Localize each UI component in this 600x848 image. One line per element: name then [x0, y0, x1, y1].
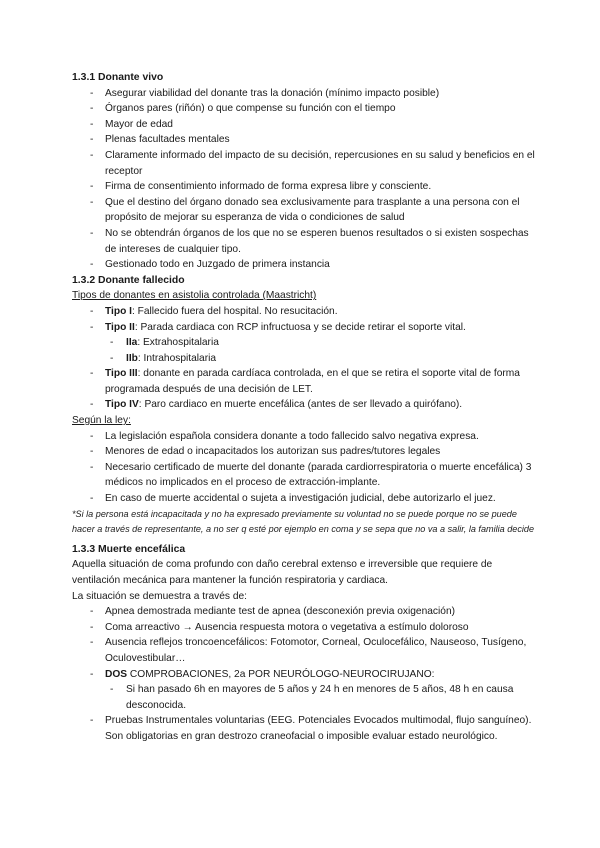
subtype-label: IIa: [126, 337, 138, 349]
muerte-encefalica-list: [72, 604, 542, 744]
document-page: [72, 70, 542, 745]
type-text: : Paro cardiaco en muerte encefálica (antes de ser llevado a quirófano).: [138, 399, 463, 411]
list-item-tipo-ii: [72, 320, 542, 367]
dos-text: COMPROBACIONES, 2a POR NEURÓLOGO-NEUROCIRUJANO:: [127, 668, 435, 680]
subheading-maastricht: Tipos de donantes en asistolia controlada (Maastricht): [72, 290, 317, 302]
list-item: - En caso de muerte accidental o sujeta a investigación judicial, debe autorizarlo el juez.: [72, 491, 542, 507]
list-item: - Apnea demostrada mediante test de apnea (desconexión previa oxigenación): [72, 604, 542, 620]
list-item: - Que el destino del órgano donado sea exclusivamente para trasplante a una persona con el propósito de mejorar su esperanza de vida o condiciones de salud: [72, 195, 542, 226]
section-heading-donante-vivo: 1.3.1 Donante vivo: [72, 72, 164, 83]
tipo-ii-subtypes: [72, 335, 542, 366]
maastricht-types-list: [72, 304, 542, 413]
list-item-tipo-iii: [72, 366, 542, 397]
type-label: Tipo IV: [105, 399, 139, 411]
list-item-iia: [72, 335, 542, 351]
list-item: - Gestionado todo en Juzgado de primera instancia: [72, 257, 542, 273]
list-item: - Si han pasado 6h en mayores de 5 años y 24 h en menores de 5 años, 48 h en causa desconocida.: [72, 682, 542, 713]
intro-paragraph: Aquella situación de coma profundo con daño cerebral extenso e irreversible que requiere de ventilación mecánica para mantener la función respiratoria y cardiaca.: [72, 559, 493, 586]
list-item: - La legislación española considera donante a todo fallecido salvo negativa expresa.: [72, 429, 542, 445]
donante-vivo-list: [72, 86, 542, 273]
list-item: - Mayor de edad: [72, 117, 542, 133]
type-label: Tipo II: [105, 321, 135, 333]
dos-label: DOS: [105, 668, 128, 680]
type-label: Tipo III: [105, 368, 138, 380]
list-item: - Coma arreactivo → Ausencia respuesta motora o vegetativa a estímulo doloroso: [72, 620, 542, 636]
list-item: - Asegurar viabilidad del donante tras la donación (mínimo impacto posible): [72, 86, 542, 102]
intro-paragraph-2: La situación se demuestra a través de:: [72, 590, 247, 602]
italic-note: *Si la persona está incapacitada y no ha expresado previamente su voluntad no se puede porque no se puede hacer a través de representante, a no ser q esté por ejemplo en coma y se sepa que no va a salir, la familia decide: [72, 508, 535, 535]
list-item-tipo-i: [72, 304, 542, 320]
list-item: - Órganos pares (riñón) o que compense su función con el tiempo: [72, 101, 542, 117]
list-item: - No se obtendrán órganos de los que no se esperen buenos resultados o si existen sospechas de intereses de cualquier tipo.: [72, 226, 542, 257]
list-item: - Menores de edad o incapacitados los autorizan sus padres/tutores legales: [72, 444, 542, 460]
subtype-label: IIb: [126, 352, 138, 364]
dos-sublist: [72, 682, 542, 713]
type-text: : Fallecido fuera del hospital. No resucitación.: [131, 305, 338, 317]
list-item: - Ausencia reflejos troncoencefálicos: Fotomotor, Corneal, Oculocefálico, Nauseoso, Tusígeno, Oculovestibular…: [72, 635, 542, 666]
list-item-tipo-iv: [72, 397, 542, 413]
list-item-dos-comprobaciones: [72, 667, 542, 714]
list-item: - Pruebas Instrumentales voluntarias (EEG. Potenciales Evocados multimodal, flujo sanguíneo). Son obligatorias en gran destrozo craneofacial o imposible evaluar estado neurológico.: [72, 713, 542, 744]
type-label: Tipo I: [105, 305, 132, 317]
list-item: - Claramente informado del impacto de su decisión, repercusiones en su salud y beneficios en el receptor: [72, 148, 542, 179]
list-item: - Plenas facultades mentales: [72, 132, 542, 148]
list-item: - Necesario certificado de muerte del donante (parada cardiorrespiratoria o muerte encefálica) 3 médicos no implicados en el proceso de extracción-implante.: [72, 460, 542, 491]
list-item-iib: [72, 351, 542, 367]
law-list: [72, 429, 542, 507]
subtype-text: : Intrahospitalaria: [137, 352, 217, 364]
subtype-text: : Extrahospitalaria: [137, 337, 219, 349]
section-heading-donante-fallecido: 1.3.2 Donante fallecido: [72, 274, 185, 286]
type-text: : donante en parada cardíaca controlada, en el que se retira el soporte vital de forma programada después de una decisión de LET.: [105, 368, 520, 395]
section-heading-muerte-encefalica: 1.3.3 Muerte encefálica: [72, 543, 186, 555]
subheading-segun-la-ley: Según la ley:: [72, 415, 131, 427]
list-item: - Firma de consentimiento informado de forma expresa libre y consciente.: [72, 179, 542, 195]
type-text: : Parada cardiaca con RCP infructuosa y se decide retirar el soporte vital.: [134, 321, 466, 333]
